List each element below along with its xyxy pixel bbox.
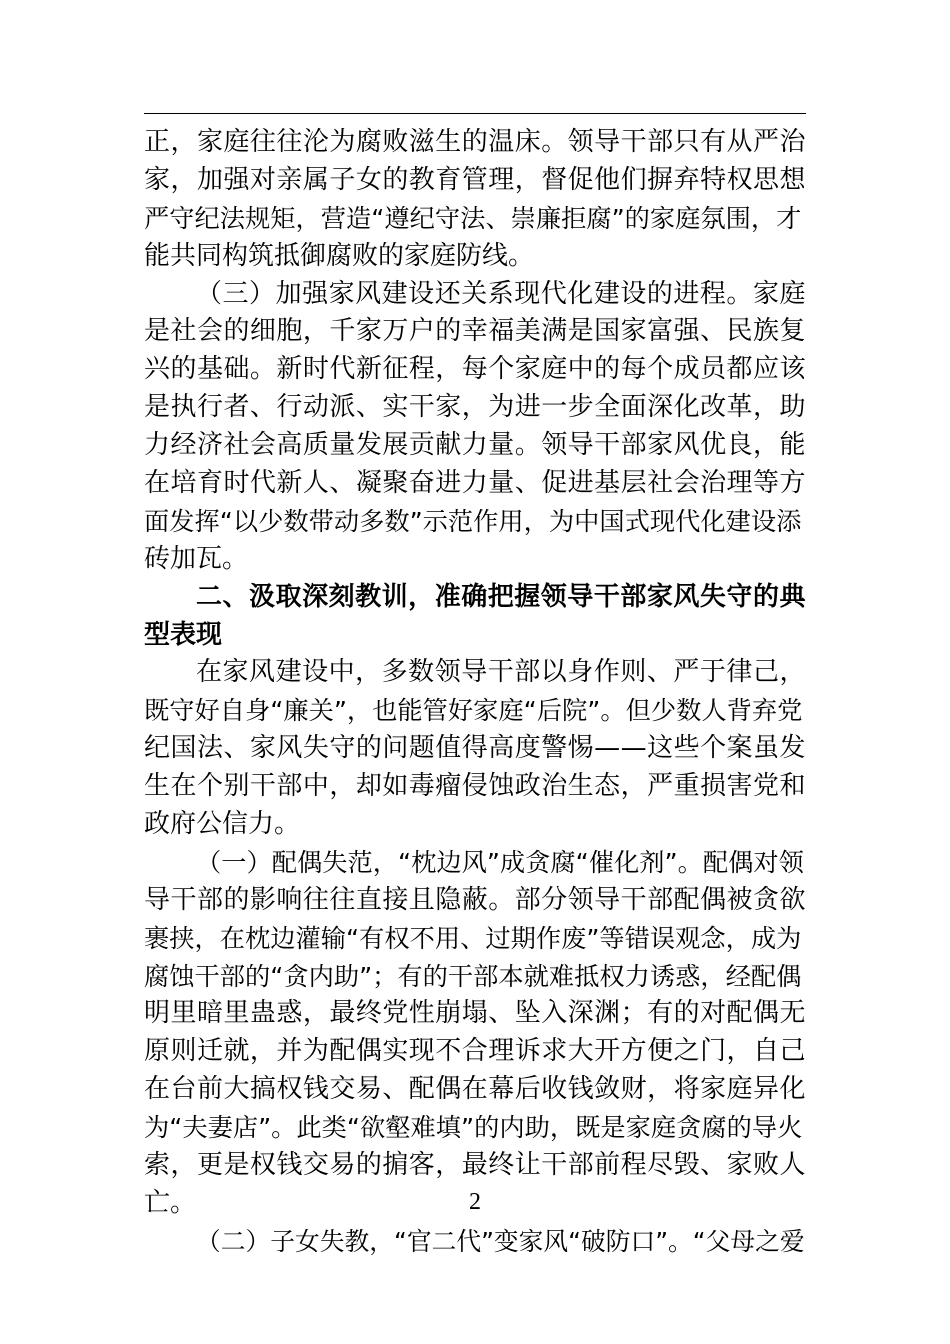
page-number: 2: [469, 1189, 481, 1215]
text-line: 在台前大搞权钱交易、配偶在幕后收钱敛财，将家庭异化: [144, 1074, 806, 1105]
text-line: 砖加瓦。: [144, 543, 249, 574]
text-line: 政府公信力。: [144, 809, 301, 840]
text-line: 正，家庭往往沦为腐败滋生的温床。领导干部只有从严治: [144, 127, 806, 157]
text-line: 生在个别干部中，却如毒瘤侵蚀政治生态，严重损害党和: [144, 771, 806, 802]
text-line: 明里暗里蛊惑，最终党性崩塌、坠入深渊；有的对配偶无: [144, 998, 806, 1029]
section-heading-line: 型表现: [144, 619, 223, 650]
text-line: 为“夫妻店”。此类“欲壑难填”的内助，既是家庭贪腐的导火: [144, 1113, 803, 1143]
text-line: 在家风建设中，多数领导干部以身作则、严于律己，: [196, 657, 806, 688]
text-line: 能共同构筑抵御腐败的家庭防线。: [144, 240, 535, 271]
text-line: （二）子女失教，“官二代”变家风“破防口”。“父母之爱: [196, 1226, 805, 1256]
text-line: （一）配偶失范，“枕边风”成贪腐“催化剂”。配偶对领: [196, 847, 804, 877]
section-heading-line: 二、汲取深刻教训，准确把握领导干部家风失守的典: [196, 581, 806, 612]
text-line: 家，加强对亲属子女的教育管理，督促他们摒弃特权思想: [144, 164, 806, 195]
text-line: 索，更是权钱交易的掮客，最终让干部前程尽毁、家败人: [144, 1150, 806, 1181]
text-line: 严守纪法规矩，营造“遵纪守法、崇廉拒腐”的家庭氛围，才: [144, 203, 802, 233]
text-line: 力经济社会高质量发展贡献力量。领导干部家风优良，能: [144, 430, 806, 461]
text-line: 裹挟，在枕边灌输“有权不用、过期作废”等错误观念，成为: [144, 923, 802, 953]
text-line: 是执行者、行动派、实干家，为进一步全面深化改革，助: [144, 392, 806, 423]
text-line: 既守好自身“廉关”，也能管好家庭“后院”。但少数人背弃党: [144, 696, 803, 726]
text-line: 原则迁就，并为配偶实现不合理诉求大开方便之门，自己: [144, 1036, 806, 1067]
document-body: [144, 124, 806, 1261]
text-line: 面发挥“以少数带动多数”示范作用，为中国式现代化建设添: [144, 506, 802, 536]
text-line: 兴的基础。新时代新征程，每个家庭中的每个成员都应该: [144, 354, 806, 385]
text-line: 腐蚀干部的“贪内助”；有的干部本就难抵权力诱惑，经配偶: [144, 961, 802, 991]
header-rule: [144, 113, 806, 114]
text-line: 纪国法、家风失守的问题值得高度警惕——这些个案虽发: [144, 733, 806, 764]
text-line: 在培育时代新人、凝聚奋进力量、促进基层社会治理等方: [144, 468, 806, 499]
text-line: （三）加强家风建设还关系现代化建设的进程。家庭: [196, 278, 806, 309]
text-line: 导干部的影响往往直接且隐蔽。部分领导干部配偶被贪欲: [144, 884, 806, 915]
text-line: 是社会的细胞，千家万户的幸福美满是国家富强、民族复: [144, 316, 806, 347]
text-line: 亡。: [144, 1187, 197, 1218]
